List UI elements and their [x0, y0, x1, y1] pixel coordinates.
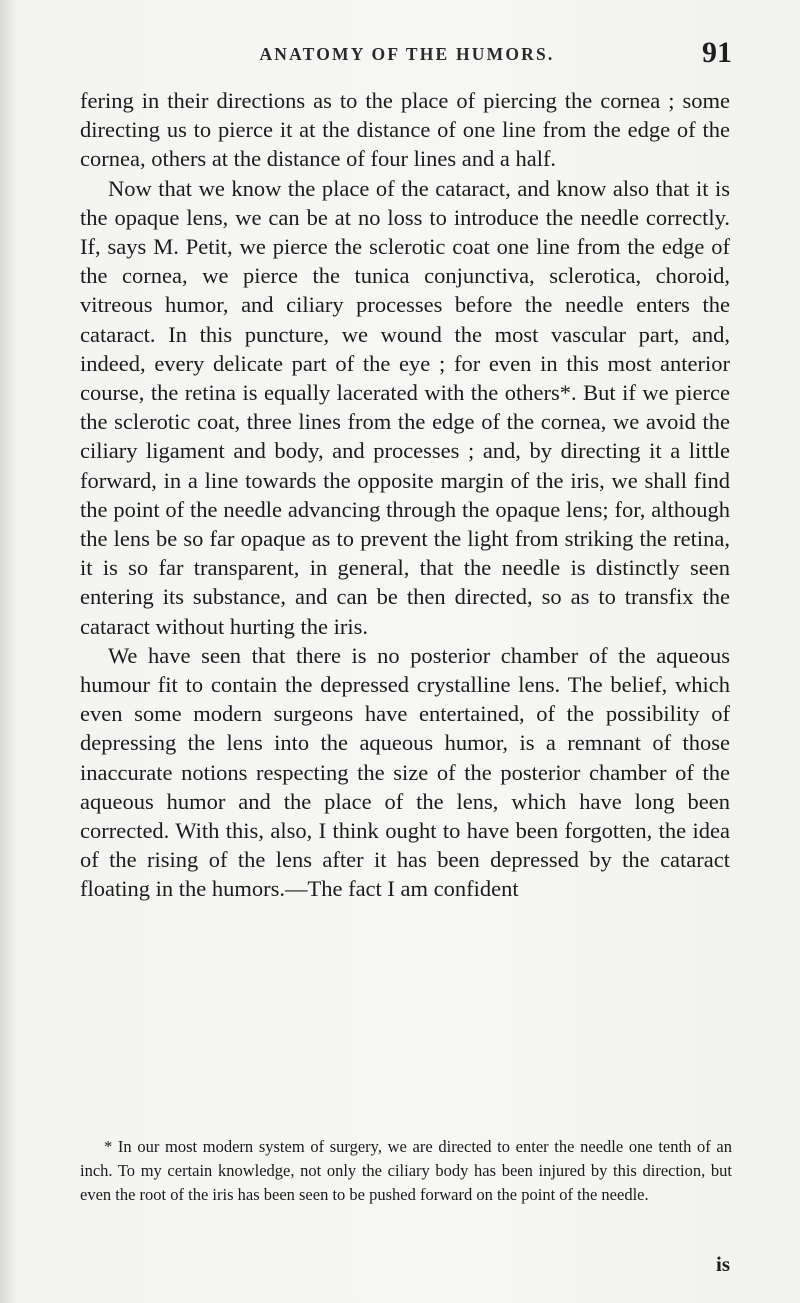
paragraph-cataract-needle: Now that we know the place of the cataract, and know also that it is the opaque lens, we can be at no loss to introduce the needle correctly. If, says M. Petit, we pierce the sclerotic coat one line from the edge of the cornea, we pierce the tunica conjunctiva, sclerotica, choroid, vitreous humor, and ciliary processes before the needle enters the cataract. In this puncture, we wound the most vascular part, and, indeed, every delicate part of the eye ; for even in this most anterior course, the retina is equally lacerated with the others*. But if we pierce the sclerotic coat, three lines from the edge of the cornea, we avoid the ciliary ligament and body, and processes ; and, by directing it a little forward, in a line towards the opposite margin of the iris, we shall find the point of the needle advancing through the opaque lens; for, although the lens be so far opaque as to prevent the light from striking the retina, it is so far transparent, in general, that the needle is distinctly seen entering its substance, and can be then directed, so as to transfix the cataract without hurting the iris.	[80, 175, 730, 639]
page-number: 91	[702, 36, 732, 69]
running-title: ANATOMY OF THE HUMORS.	[259, 44, 555, 64]
catchword: is	[715, 1252, 730, 1276]
footnote	[80, 1135, 732, 1207]
running-head	[82, 36, 732, 76]
footnote-text: * In our most modern system of surgery, we are directed to enter the needle one tenth of an inch. To my certain knowledge, not only the ciliary body has been injured by this direction, but even the root of the iris has been seen to be pushed forward on the point of the needle.	[80, 1137, 732, 1204]
paragraph-continuation: fering in their directions as to the place of piercing the cornea ; some directing us to pierce it at the distance of one line from the edge of the cornea, others at the distance of four lines and a half.	[80, 88, 730, 172]
paragraph-posterior-chamber: We have seen that there is no posterior chamber of the aqueous humour fit to contain the depressed crystalline lens. The belief, which even some modern surgeons have entertained, of the possibility of depressing the lens into the aqueous humor, is a remnant of those inaccurate notions respecting the size of the posterior chamber of the aqueous humor and the place of the lens, which have long been corrected. With this, also, I think ought to have been forgotten, the idea of the rising of the lens after it has been depressed by the cataract floating in the humors.—The fact I am confident	[80, 642, 730, 902]
body-text	[80, 86, 730, 904]
